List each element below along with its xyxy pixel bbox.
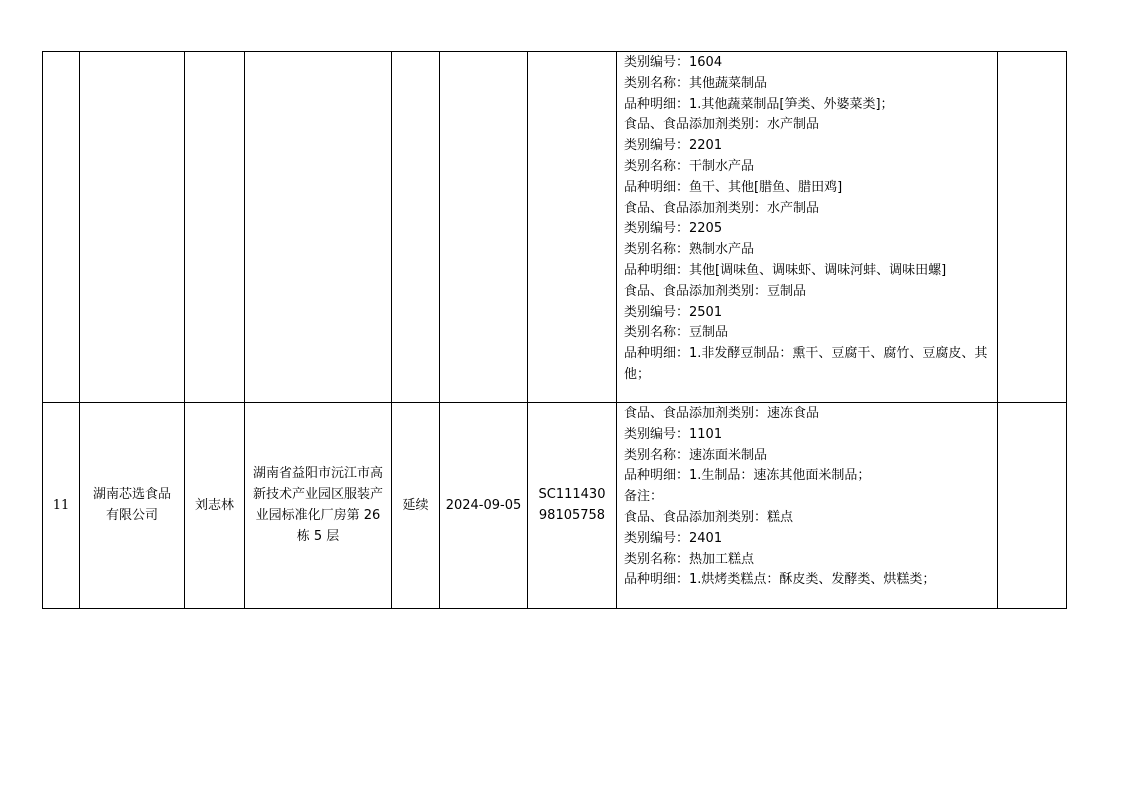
category-cell [617, 52, 998, 403]
company-name: 湖南芯选食品有限公司 [92, 487, 171, 524]
category-line: 类别编号：1101 [624, 426, 723, 442]
category-line: 品种明细：1.其他蔬菜制品[笋类、外婆菜类]； [624, 96, 894, 112]
category-line: 备注： [624, 489, 664, 505]
license-cell [528, 403, 617, 609]
issue-date: 2024-09-05 [445, 497, 522, 513]
category-line: 类别名称：熟制水产品 [624, 242, 755, 258]
action-cell [392, 52, 440, 403]
table-row [43, 52, 1067, 403]
address-cell [245, 403, 392, 609]
category-line: 类别编号：2501 [624, 304, 723, 320]
index-cell [43, 403, 80, 609]
production-address: 湖南省益阳市沅江市高新技术产业园区服装产业园标准化厂房第 26 栋 5 层 [252, 466, 383, 545]
address-cell [245, 52, 392, 403]
category-line: 食品、食品添加剂类别：水产制品 [624, 117, 820, 133]
remarks-cell [998, 52, 1067, 403]
company-cell [80, 403, 185, 609]
date-cell [440, 403, 528, 609]
category-line: 类别名称：干制水产品 [624, 158, 755, 174]
category-cell [617, 403, 998, 609]
category-line: 类别编号：2401 [624, 530, 723, 546]
legal-rep-cell [185, 52, 245, 403]
category-line: 食品、食品添加剂类别：速冻食品 [624, 406, 820, 421]
legal-rep-cell [185, 403, 245, 609]
license-action: 延续 [402, 497, 429, 513]
category-line: 类别名称：速冻面米制品 [624, 447, 768, 463]
index-cell [43, 52, 80, 403]
action-cell [392, 403, 440, 609]
category-line: 类别名称：豆制品 [624, 325, 729, 341]
category-line: 类别编号：2201 [624, 138, 723, 154]
category-line: 类别编号：2205 [624, 221, 723, 237]
category-line: 食品、食品添加剂类别：水产制品 [624, 200, 820, 216]
license-cell [528, 52, 617, 403]
legal-representative: 刘志林 [194, 497, 234, 513]
category-line: 类别名称：热加工糕点 [624, 551, 755, 567]
category-line: 类别编号：1604 [624, 55, 723, 70]
table-row [43, 403, 1067, 609]
category-line: 品种明细：鱼干、其他[腊鱼、腊田鸡] [624, 179, 843, 195]
date-cell [440, 52, 528, 403]
category-line: 食品、食品添加剂类别：豆制品 [624, 283, 807, 299]
category-line: 品种明细：其他[调味鱼、调味虾、调味河蚌、调味田螺] [624, 262, 947, 278]
row-index: 11 [52, 497, 70, 513]
license-number: SC11143098105758 [538, 487, 606, 524]
license-table [42, 51, 1067, 609]
category-line: 品种明细：1.烘烤类糕点：酥皮类、发酵类、烘糕类； [624, 572, 936, 588]
remarks-cell [998, 403, 1067, 609]
company-cell [80, 52, 185, 403]
category-line: 品种明细：1.生制品：速冻其他面米制品； [624, 468, 871, 484]
category-line: 类别名称：其他蔬菜制品 [624, 75, 768, 91]
category-line: 食品、食品添加剂类别：糕点 [624, 509, 794, 525]
category-line: 品种明细：1.非发酵豆制品：熏干、豆腐干、腐竹、豆腐皮、其他； [624, 346, 988, 382]
